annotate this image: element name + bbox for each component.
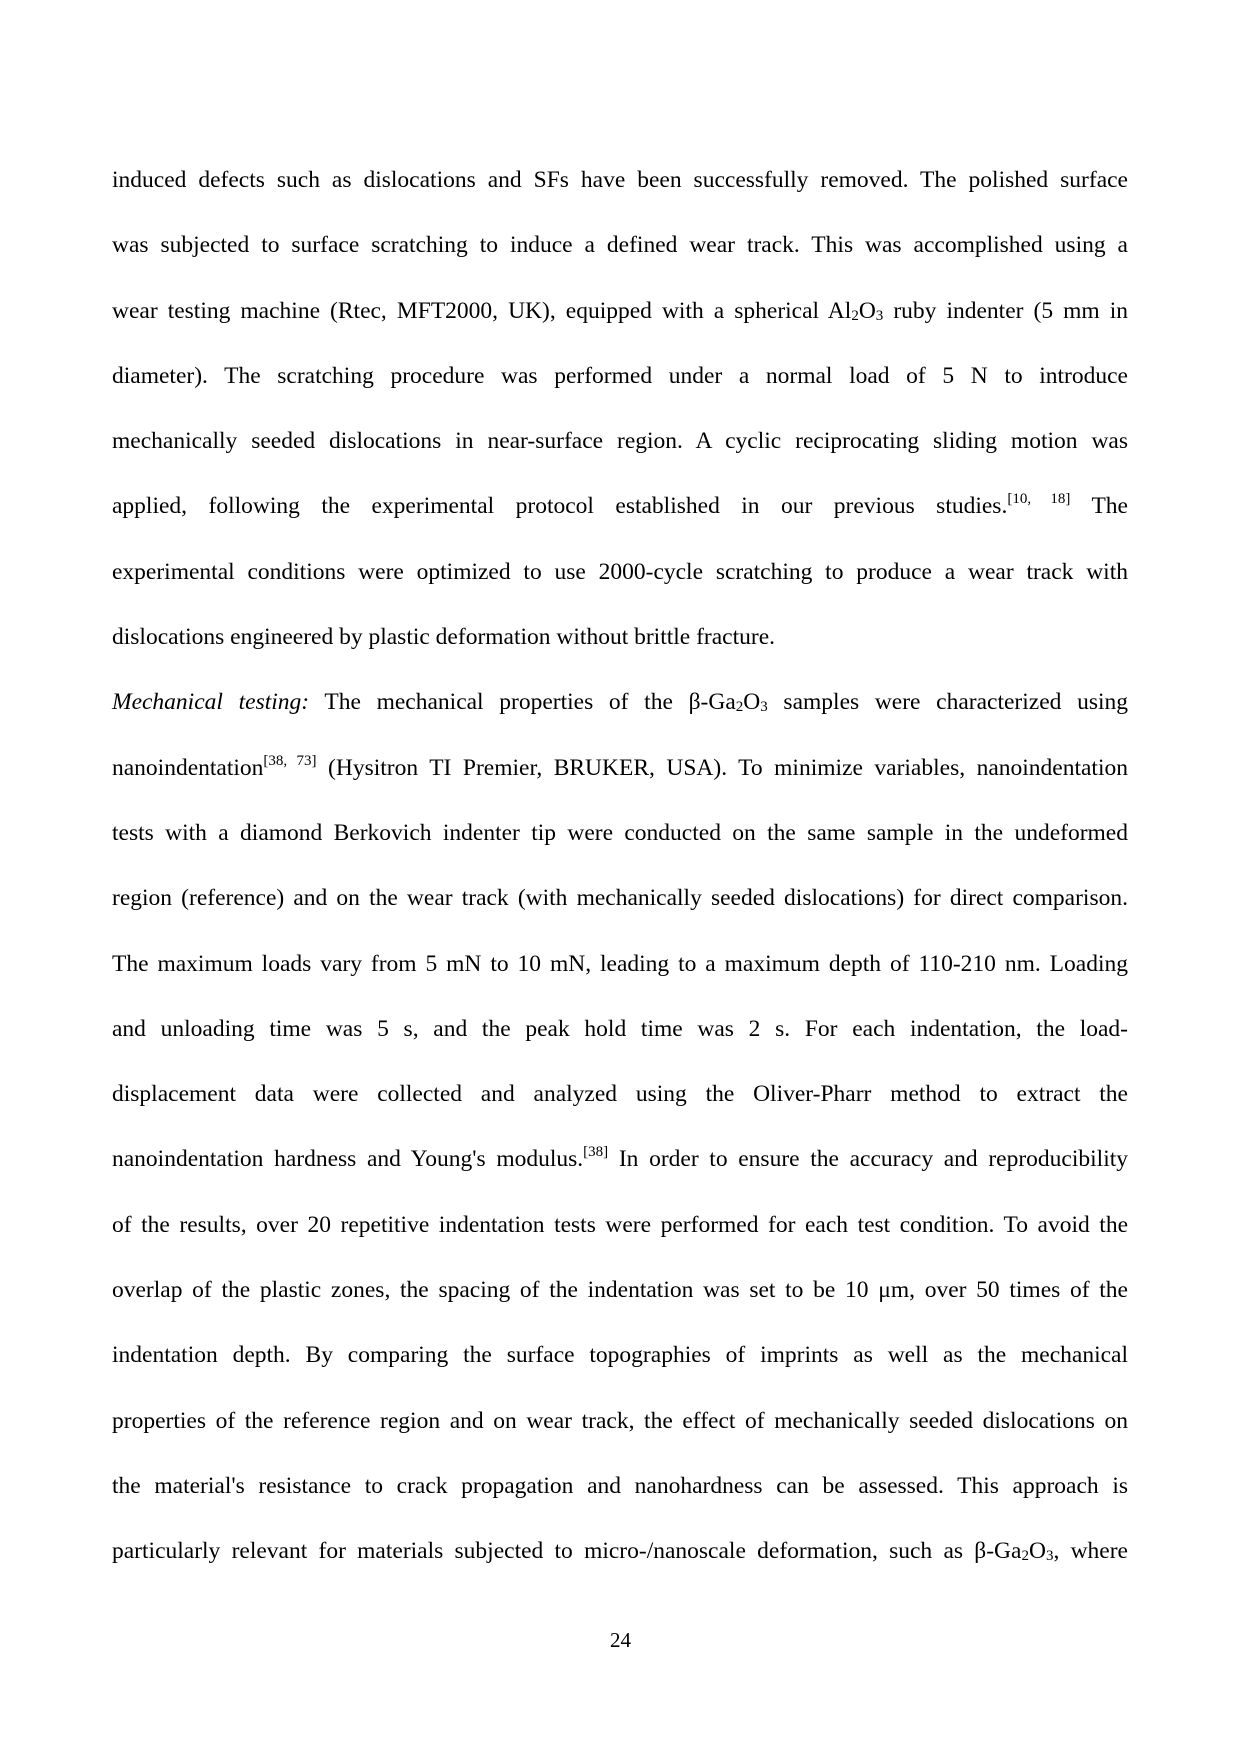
text-line — [112, 1470, 1128, 1535]
text-line — [112, 1405, 1128, 1470]
text-run: induced defects such as dislocations and SFs have been successfully removed. The polished surface — [112, 167, 1128, 193]
citation-superscript: [10, 18] — [1007, 491, 1071, 508]
text-run: The mechanical properties of the β-Ga — [309, 689, 736, 716]
text-line — [112, 1339, 1128, 1404]
text-line — [112, 1535, 1128, 1600]
section-run-in-heading: Mechanical testing: — [112, 689, 310, 716]
text-line — [112, 621, 1128, 686]
subscript: 3 — [760, 699, 768, 716]
text-run: O — [743, 689, 761, 716]
text-run: O — [1028, 1538, 1046, 1565]
text-run: mechanically seeded dislocations in near-surface region. A cyclic reciprocating sliding motion was — [112, 428, 1128, 455]
text-run: applied, following the experimental protocol established in our previous studies. — [112, 493, 1008, 520]
subscript: 2 — [851, 307, 859, 324]
text-line — [112, 1209, 1128, 1274]
text-line — [112, 1274, 1128, 1339]
text-line — [112, 1013, 1128, 1078]
text-run: O — [858, 297, 876, 324]
text-run: In order to ensure the accuracy and reproducibility — [608, 1146, 1128, 1173]
text-line — [112, 556, 1128, 621]
text-run: diameter). The scratching procedure was performed under a normal load of 5 N to introduce — [112, 362, 1128, 389]
text-line — [112, 295, 1128, 360]
text-run: nanoindentation hardness and Young's modulus. — [112, 1146, 584, 1173]
text-line — [112, 817, 1128, 882]
text-run: indentation depth. By comparing the surface topographies of imprints as well as the mechanical — [112, 1342, 1128, 1369]
text-run: of the results, over 20 repetitive indentation tests were performed for each test condition. To avoid the — [112, 1211, 1128, 1238]
text-line — [112, 752, 1128, 817]
text-run: properties of the reference region and on wear track, the effect of mechanically seeded dislocations on — [112, 1407, 1128, 1434]
text-run: was subjected to surface scratching to induce a defined wear track. This was accomplished using a — [112, 232, 1128, 259]
text-line — [112, 1143, 1128, 1208]
text-run: nanoindentation — [112, 754, 264, 781]
text-run: displacement data were collected and analyzed using the Oliver-Pharr method to extract the — [112, 1081, 1128, 1108]
citation-superscript: [38] — [583, 1144, 609, 1161]
citation-superscript: [38, 73] — [263, 752, 317, 769]
text-run: The — [1070, 493, 1128, 520]
text-run: wear testing machine (Rtec, MFT2000, UK), equipped with a spherical Al — [112, 297, 852, 324]
text-line — [112, 882, 1128, 947]
text-run: experimental conditions were optimized to use 2000-cycle scratching to produce a wear track with — [112, 558, 1128, 585]
text-line — [112, 490, 1128, 555]
text-run: The maximum loads vary from 5 mN to 10 mN, leading to a maximum depth of 110-210 nm. Loading — [112, 950, 1128, 977]
text-run: , where — [1053, 1538, 1128, 1565]
text-run: ruby indenter (5 mm in — [883, 297, 1128, 324]
body-text — [112, 164, 1128, 1601]
text-run: and unloading time was 5 s, and the peak hold time was 2 s. For each indentation, the load- — [112, 1015, 1128, 1042]
text-run: (Hysitron TI Premier, BRUKER, USA). To minimize variables, nanoindentation — [316, 754, 1128, 781]
text-line — [112, 686, 1128, 751]
subscript: 2 — [735, 699, 744, 716]
text-run: the material's resistance to crack propagation and nanohardness can be assessed. This approach is — [112, 1472, 1128, 1499]
text-run: particularly relevant for materials subjected to micro-/nanoscale deformation, such as β-Ga — [112, 1538, 1022, 1565]
text-run: region (reference) and on the wear track (with mechanically seeded dislocations) for direct comparison. — [112, 885, 1128, 912]
subscript: 3 — [875, 307, 884, 324]
text-line — [112, 948, 1128, 1013]
text-run: overlap of the plastic zones, the spacing of the indentation was set to be 10 μm, over 50 times of the — [112, 1277, 1128, 1304]
subscript: 3 — [1045, 1548, 1054, 1565]
text-run: dislocations engineered by plastic deformation without brittle fracture. — [112, 624, 776, 651]
text-line — [112, 1078, 1128, 1143]
text-run: tests with a diamond Berkovich indenter tip were conducted on the same sample in the undeformed — [112, 819, 1128, 846]
text-line — [112, 360, 1128, 425]
text-run: samples were characterized using — [767, 689, 1129, 716]
text-line — [112, 164, 1128, 229]
page-number: 24 — [610, 1628, 631, 1652]
text-line — [112, 229, 1128, 294]
text-line — [112, 425, 1128, 490]
subscript: 2 — [1021, 1548, 1029, 1565]
